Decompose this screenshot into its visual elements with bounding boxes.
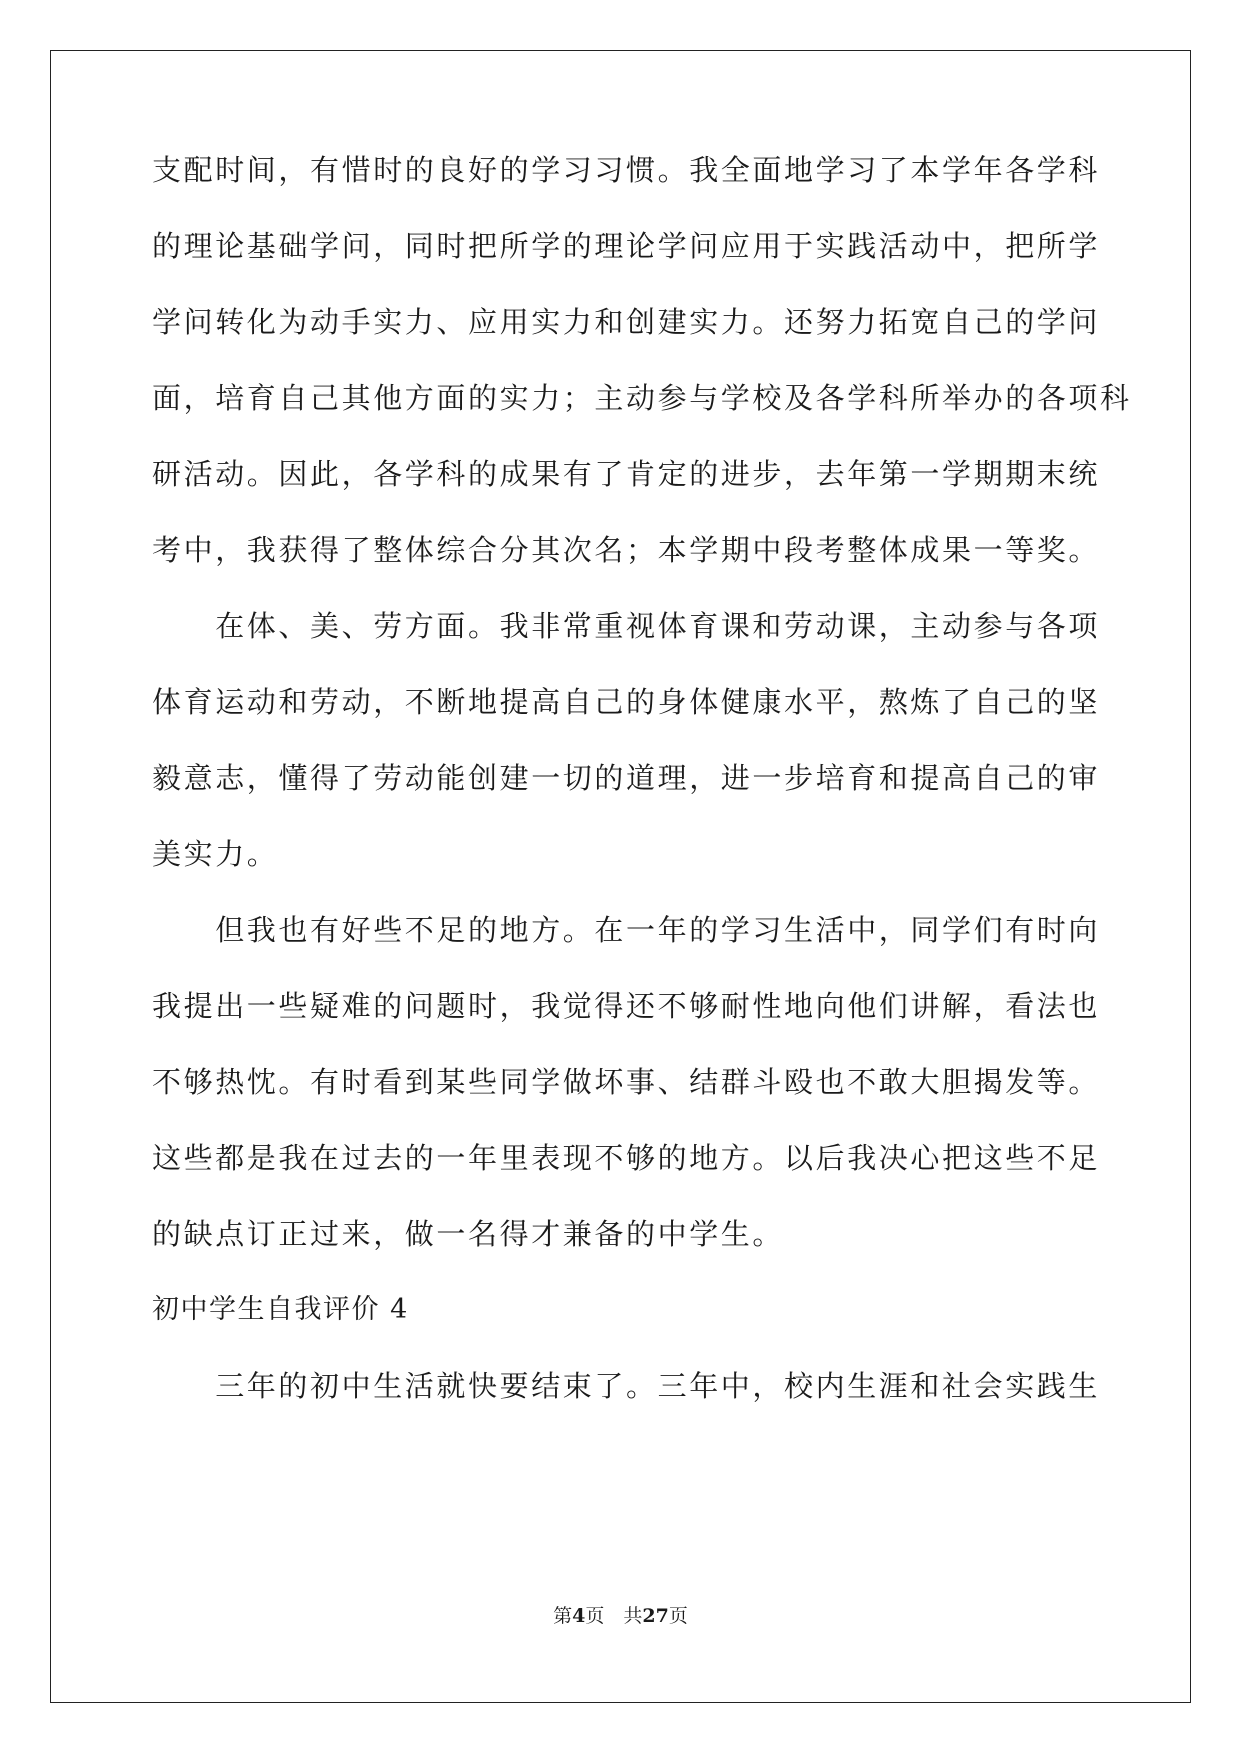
- text-line-10: 美实力。: [152, 837, 279, 871]
- text-line-4: 面，培育自己其他方面的实力；主动参与学校及各学科所举办的各项科: [152, 381, 1132, 415]
- section-heading: 初中学生自我评价 4: [152, 1294, 409, 1325]
- footer-prefix: 第: [553, 1605, 573, 1627]
- text-line-6: 考中，我获得了整体综合分其次名；本学期中段考整体成果一等奖。: [152, 533, 1101, 567]
- text-line-12: 我提出一些疑难的问题时，我觉得还不够耐性地向他们讲解，看法也: [152, 989, 1101, 1023]
- footer-page-number: 4: [572, 1605, 586, 1627]
- text-line-3: 学问转化为动手实力、应用实力和创建实力。还努力拓宽自己的学问: [152, 305, 1101, 339]
- text-line-8: 体育运动和劳动，不断地提高自己的身体健康水平，熬炼了自己的坚: [152, 685, 1101, 719]
- footer-mid: 页 共: [585, 1605, 643, 1627]
- text-line-11: 但我也有好些不足的地方。在一年的学习生活中，同学们有时向: [152, 913, 1101, 947]
- text-line-2: 的理论基础学问，同时把所学的理论学问应用于实践活动中，把所学: [152, 229, 1101, 263]
- text-line-5: 研活动。因此，各学科的成果有了肯定的进步，去年第一学期期末统: [152, 457, 1101, 491]
- text-line-13: 不够热忱。有时看到某些同学做坏事、结群斗殴也不敢大胆揭发等。: [152, 1065, 1101, 1099]
- page-footer: [0, 1603, 1241, 1629]
- section-first-line-wrap: [152, 1366, 1101, 1406]
- text-line-14: 这些都是我在过去的一年里表现不够的地方。以后我决心把这些不足: [152, 1141, 1101, 1175]
- footer-total-pages: 27: [642, 1605, 669, 1627]
- text-line-16: 三年的初中生活就快要结束了。三年中，校内生涯和社会实践生: [152, 1369, 1101, 1403]
- text-line-7: 在体、美、劳方面。我非常重视体育课和劳动课，主动参与各项: [152, 609, 1101, 643]
- text-line-1: 支配时间，有惜时的良好的学习习惯。我全面地学习了本学年各学科: [152, 153, 1101, 187]
- text-line-15: 的缺点订正过来，做一名得才兼备的中学生。: [152, 1217, 785, 1251]
- footer-suffix: 页: [668, 1605, 688, 1627]
- text-line-9: 毅意志，懂得了劳动能创建一切的道理，进一步培育和提高自己的审: [152, 761, 1101, 795]
- body-text: [152, 0, 1132, 1300]
